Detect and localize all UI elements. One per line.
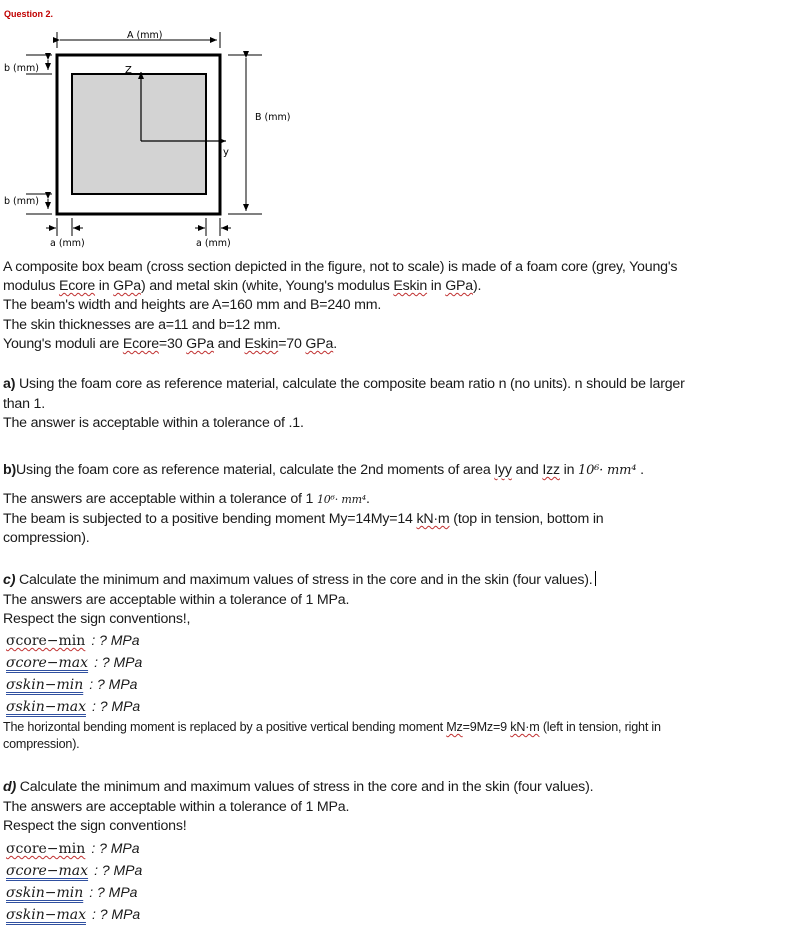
part-b-line-3: The beam is subjected to a positive bending moment My=14My=14 kN·m (top in tension, bottom in (3, 511, 604, 527)
sigma-skin-max-d[interactable]: σskin−max : ? MPa (6, 906, 141, 923)
part-a-line-3: The answer is acceptable within a tolerance of .1. (3, 415, 304, 431)
cross-section-figure (0, 0, 797, 260)
sigma-core-min-d[interactable]: σcore−min : ? MPa (6, 840, 140, 857)
intro-line-1: A composite box beam (cross section depicted in the figure, not to scale) is made of a foam core (grey, Young's (3, 259, 678, 275)
intro-line-5: Young's moduli are Ecore=30 GPa and Eskin=70 GPa. (3, 336, 337, 352)
part-b-line-1: b)Using the foam core as reference material, calculate the 2nd moments of area Iyy and Izz in 10⁶· mm⁴ . (3, 462, 644, 478)
part-a-line-2: than 1. (3, 396, 45, 412)
text-cursor (595, 571, 596, 586)
intro-line-2: modulus Ecore in GPa) and metal skin (white, Young's modulus Eskin in GPa). (3, 278, 482, 294)
part-d-line-2: The answers are acceptable within a tolerance of 1 MPa. (3, 799, 350, 815)
part-c-moment-line-2: compression). (3, 737, 80, 751)
label-a-right: a (mm) (196, 238, 231, 249)
intro-line-3: The beam's width and heights are A=160 mm and B=240 mm. (3, 297, 382, 313)
part-c-line-3: Respect the sign conventions!, (3, 611, 191, 627)
label-b-bottom: b (mm) (4, 196, 39, 207)
part-b-line-4: compression). (3, 530, 90, 546)
part-a-line-1: a) Using the foam core as reference material, calculate the composite beam ratio n (no units). n should be larger (3, 376, 685, 392)
part-c-line-1[interactable]: c) Calculate the minimum and maximum values of stress in the core and in the skin (four values). (3, 571, 596, 591)
question-title: Question 2. (4, 9, 54, 19)
core-rect (72, 74, 206, 194)
sigma-skin-max-c[interactable]: σskin−max : ? MPa (6, 698, 141, 715)
label-A: A (mm) (127, 30, 163, 41)
part-c-moment-line-1: The horizontal bending moment is replaced by a positive vertical bending moment Mz=9Mz=9 kN·m (left in tension, right in (3, 720, 661, 734)
sigma-core-max-d[interactable]: σcore−max : ? MPa (6, 862, 143, 879)
label-b-top: b (mm) (4, 63, 39, 74)
sigma-skin-min-c[interactable]: σskin−min : ? MPa (6, 676, 138, 693)
axis-y-label: y (223, 147, 229, 158)
axis-z-label: Z (125, 65, 132, 76)
sigma-core-min-c[interactable]: σcore−min : ? MPa (6, 632, 140, 649)
part-d-line-3: Respect the sign conventions! (3, 818, 187, 834)
label-a-left: a (mm) (50, 238, 85, 249)
part-d-line-1: d) Calculate the minimum and maximum values of stress in the core and in the skin (four values). (3, 779, 594, 795)
intro-line-4: The skin thicknesses are a=11 and b=12 mm. (3, 317, 281, 333)
part-c-line-2: The answers are acceptable within a tolerance of 1 MPa. (3, 592, 350, 608)
sigma-skin-min-d[interactable]: σskin−min : ? MPa (6, 884, 138, 901)
label-B: B (mm) (255, 112, 291, 123)
sigma-core-max-c[interactable]: σcore−max : ? MPa (6, 654, 143, 671)
part-b-line-2: The answers are acceptable within a tolerance of 1 10⁶· mm⁴. (3, 491, 370, 507)
